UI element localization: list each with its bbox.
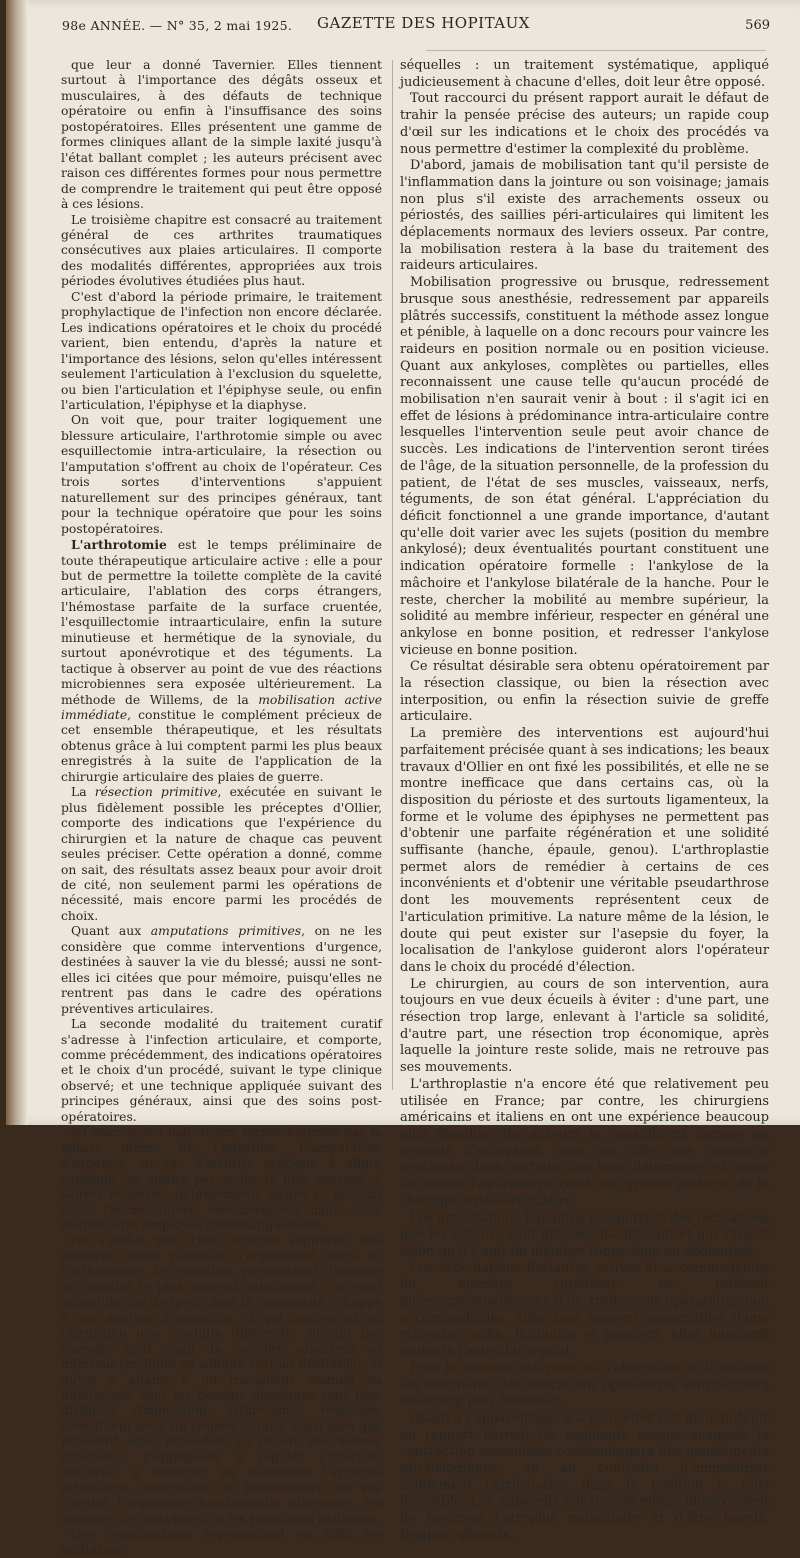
header-rule xyxy=(426,50,766,51)
paragraph-text: Quant à l'appareillage, il a pour effet soit de maintenir en rapport normal les segments osseux auxquels la contraction musculaire communiquera des mouvements physiologiques, ou au contraire d'immobiliser solidement l'articulation dans la position la plus favorable. Les appareils ont tous le même inconvénient de favoriser l'atrophie musculaire et d'être lourds, fragiles, gênants. xyxy=(400,1410,769,1543)
paragraph xyxy=(61,290,382,414)
paragraph-text: , on ne les considère que comme interventions d'urgence, destinées à sauver la vie du blessé; aussi ne sont-elles ici citées que pour mémoire, puisqu'elles ne rentrent pas dans le cadre des opérations préventives articulaires. xyxy=(61,924,382,1016)
paragraph-text: C'est d'abord la période primaire, le traitement prophylactique de l'infection non encore déclarée. Les indications opératoires et le choix du procédé varient, bien entendu, d'après la nature et l'importance des lésions, selon qu'elles intéressent seulement l'articulation à l'exclusion du squelette, ou bien l'articulation et l'épiphyse seule, ou enfin l'articulation, l'épiphyse et la diaphyse. xyxy=(61,289,382,412)
paragraph-text: Ces complications représentent en effet les véritables xyxy=(61,1527,382,1557)
paragraph xyxy=(400,158,769,275)
paragraph-text: que leur a donné Tavernier. Elles tiennent surtout à l'importance des dégâts osseux et musculaires, à des défauts de technique opératoire ou enfin à l'insuffisance des soins postopératoires. Elles présentent une gamme de formes cliniques allant de la simple laxité jusqu'à l'état ballant complet ; les auteurs précisent avec raison ces différentes formes pour nous permettre de comprendre le traitement qui peut être opposé à ces lésions. xyxy=(61,58,382,212)
paragraph-text: Ce résultat désirable sera obtenu opératoirement par la résection classique, ou bien la résection avec interposition, ou enfin la résection suivie de greffe articulaire. xyxy=(400,659,769,725)
paragraph xyxy=(400,91,769,158)
paragraph-text: La seconde modalité du traitement curatif s'adresse à l'infection articulaire, et comporte, comme précédemment, des indications opératoires et le choix d'un procédé, suivant le type clinique observé; et une technique appliquée suivant des principes généraux, ainsi que des soins post-opératoires. xyxy=(61,1017,382,1124)
paragraph-text: , exécutée en suivant le plus fidèlement possible les préceptes d'Ollier, comporte des indications que l'expérience du chirurgien et la nature de chaque cas peuvent seules préciser. Cette opération a donné, comme on sait, des résultats assez beaux pour avoir droit de cité, non seulement parmi les opérations de nécessité, mais encore parmi les procédés de choix. xyxy=(61,785,383,923)
journal-title: GAZETTE DES HOPITAUX xyxy=(317,14,530,32)
paragraph-text: Les articulations ballantes comportent des indications que les auteurs vont préciser maintenant et qui varient selon qu'il s'agit du membre thoracique ou abdominal. xyxy=(400,1210,769,1259)
paragraph-text: Tout raccourci du présent rapport aurait le défaut de trahir la pensée précise des auteurs; un rapide coup d'œil sur les indications et le choix des procédés va nous permettre d'estimer la complexité du problème. xyxy=(400,91,769,157)
paragraph xyxy=(400,1211,769,1261)
paragraph xyxy=(400,58,769,91)
paragraph-text: , constitue le complément précieux de cet ensemble thérapeutique, et les résultats obtenus grâce à lui comptent parmi les plus beaux enregistrés à la suite de l'application de la chirurgie articulaire des plaies de guerre. xyxy=(61,708,382,784)
paragraph xyxy=(61,1017,382,1125)
paragraph-text: Ici encore, les indications seront fournies par la nature même de l'infection. L'amputation d'urgence, en cas d'arthrite septique à allure suraiguë, ne suffira pas seule, le plus souvent, à sauver le blessé; débridements larges au bistouri et au thermocautère, sérothérapie à haute dose devront être employés systématiquement. xyxy=(61,1125,382,1232)
newspaper-page xyxy=(6,0,800,1557)
paragraph xyxy=(61,924,382,1017)
paragraph-text: Ne s'agit-il que d'une arthrite suppurée, des mesures moins radicales s'imposeront alors, et l'arthrotomie, la résection, permettront d'obtenir un résultat le plus souvent satisfaisant : ce sont autant de cas d'espèce dont la complexité échappe à une analyse d'ensemble, et qui inspireront au chirurgien une conduite différente, suivant par exemple qu'il s'agit du membre supérieur ou inférieur (mobilité ou solidité surtout désirable), et qu'on a affaire à un travailleur manuel ou intellectuel dont les besoins physiques sont bien distincts. Amputation, arthrotomie, résection, constituent donc un trépied curatif, aussi bien que préventif; elles procèdent ici encore des mêmes directions, s'appliquent à juguler l'infection déclarée, à ménager au maximum l'appareil articulaire, musculaire, et ligamenteux, en vue d'éviter l'impotence fonctionnelle ultérieure, les raideurs, les ankyloses, et les résections ballantes. xyxy=(61,1233,382,1526)
left-column xyxy=(61,58,382,1558)
paragraph xyxy=(400,977,769,1077)
paragraph xyxy=(400,1261,769,1361)
paragraph-text: Pour le membre inférieur, où l'obligation de la solidité est dominante, les indications opératoires sont toujours beaucoup plus étendues. xyxy=(400,1360,769,1410)
paragraph-text: D'abord, jamais de mobilisation tant qu'il persiste de l'inflammation dans la jointure ou son voisinage; jamais non plus s'il existe des arrachements osseux ou périostés, des saillies péri-articulaires qui limitent les déplacements normaux des leviers osseux. Par contre, la mobilisation restera à la base du traitement des raideurs articulaires. xyxy=(400,158,769,274)
paragraph xyxy=(61,1125,382,1233)
paragraph-text: La première des interventions est aujourd'hui parfaitement précisée quant à ses indications; les beaux travaux d'Ollier en ont fixé les possibilités, et elle ne se montre inefficace que dans certains cas, où la disposition du périoste et des surtouts ligamenteux, la forme et le volume des épiphyses ne permettent pas d'obtenir une parfaite régénération et une solidité suffisante (hanche, épaule, genou). L'arthroplastie permet alors de remédier à certains de ces inconvénients et d'obtenir une véritable pseudarthrose dont les mouvements représentent ceux de l'articulation primitive. La nature même de la lésion, le doute qui peut exister sur l'asepsie du foyer, la localisation de l'ankylose guideront alors l'opérateur dans le choix du procédé d'élection. xyxy=(400,726,769,975)
paragraph xyxy=(61,1527,382,1558)
paragraph xyxy=(61,1233,382,1527)
italic-term: amputations primitives xyxy=(150,924,302,939)
paragraph-text: séquelles : un traitement systématique, appliqué judicieusement à chacune d'elles, doit leur être opposé. xyxy=(400,58,769,90)
paragraph-text: Mobilisation progressive ou brusque, redressement brusque sous anesthésie, redressement par appareils plâtrés successifs, constituent la méthode assez longue et pénible, à laquelle on a donc recours pour vaincre les raideurs en position normale ou en position vicieuse. Quant aux ankyloses, complètes ou partielles, elles reconnaissent une cause telle qu'aucun procédé de mobilisation n'en saurait venir à bout : il s'agit ici en effet de lésions à prédominance intra-articulaire contre lesquelles l'intervention seule peut avoir chance de succès. Les indications de l'intervention seront tirées de l'âge, de la situation personnelle, de la profession du patient, de l'état de ses muscles, vaisseaux, nerfs, téguments, de son état général. L'appréciation du déficit fonctionnel a une grande importance, d'autant qu'elle doit varier avec les sujets (position du membre ankylosé); deux éventualités pourtant constituent une indication opératoire formelle : l'ankylose de la mâchoire et l'ankylose bilatérale de la hanche. Pour le reste, chercher la mobilité au membre supérieur, la solidité au membre inférieur, respecter en général une ankylose en bonne position, et redresser l'ankylose vicieuse en bonne position. xyxy=(400,275,769,658)
paragraph-text: Le troisième chapitre est consacré au traitement général de ces arthrites traumatiques consécutives aux plaies articulaires. Il comporte des modalités différentes, appropriées aux trois périodes évolutives étudiées plus haut. xyxy=(61,212,382,289)
paragraph-text: On voit que, pour traiter logiquement une blessure articulaire, l'arthrotomie simple ou avec esquillectomie intra-articulaire, la résection ou l'amputation s'offrent au choix de l'opérateur. Ces trois sortes d'interventions s'appuient naturellement sur des principes généraux, tant pour la technique opératoire que pour les soins postopératoires. xyxy=(61,413,382,536)
page-number: 569 xyxy=(745,18,770,33)
italic-term: résection primitive xyxy=(94,785,218,800)
issue-info: 98e ANNÉE. — N° 35, 2 mai 1925. xyxy=(62,18,293,33)
paragraph xyxy=(400,275,769,659)
paragraph xyxy=(400,1361,769,1411)
paragraph xyxy=(61,413,382,537)
paragraph-text: L'arthroplastie n'a encore été que relativement peu utilisée en France; par contre, les chirurgiens américains et italiens en ont une expérience beaucoup plus étendue; les auteurs la considèrent comme un procédé d'exception, mais qui offre une ressource précieuse dans certains cas bien déterminés et entre les mains d'opérateurs ayant une grande pratique de la chirurgie ostéo-articulaire. xyxy=(400,1076,769,1209)
paragraph xyxy=(400,726,769,977)
paragraph xyxy=(61,213,382,290)
paragraph-text: La xyxy=(71,785,95,800)
paragraph xyxy=(400,659,769,726)
paragraph-text: Le chirurgien, au cours de son intervention, aura toujours en vue deux écueils à éviter : d'une part, une résection trop large, enlevant à l'article sa solidité, d'autre part, une résection trop économique, après laquelle la jointure reste solide, mais ne retrouve pas ses mouvements. xyxy=(400,976,769,1076)
paragraph xyxy=(61,58,382,213)
right-column xyxy=(400,58,769,1545)
page-header xyxy=(62,8,770,40)
page-binding-edge xyxy=(6,0,28,1125)
italic-term: mobilisation active immédiate xyxy=(61,692,382,723)
paragraph xyxy=(400,1411,769,1545)
bold-term: L'arthrotomie xyxy=(71,537,167,553)
paragraph xyxy=(400,1077,769,1211)
paragraph xyxy=(61,537,382,785)
paragraph xyxy=(61,785,382,924)
paragraph-text: Les articulations flottantes actives et accommodables du membre supérieur ne relèvent qu'exceptionnellement d'un traitement opératoire; non accommodables, elles sont souvent susceptibles d'une retouche; enfin, flottantes et passives, elles imposent toujours l'acte chirurgical. xyxy=(400,1260,769,1360)
paragraph-text: est le temps préliminaire de toute thérapeutique articulaire active : elle a pour but de permettre la toilette complète de la cavité articulaire, l'ablation des corps étrangers, l'hémostase parfaite de la surface cruentée, l'esquillectomie intraarticulaire, enfin la suture minutieuse et hermétique de la synoviale, du surtout aponévrotique et des téguments. La tactique à observer au point de vue des réactions microbiennes sera exposée ultérieurement. La méthode de Willems, de la xyxy=(61,538,382,707)
column-separator xyxy=(392,60,393,1090)
paragraph-text: Quant aux xyxy=(71,924,151,939)
